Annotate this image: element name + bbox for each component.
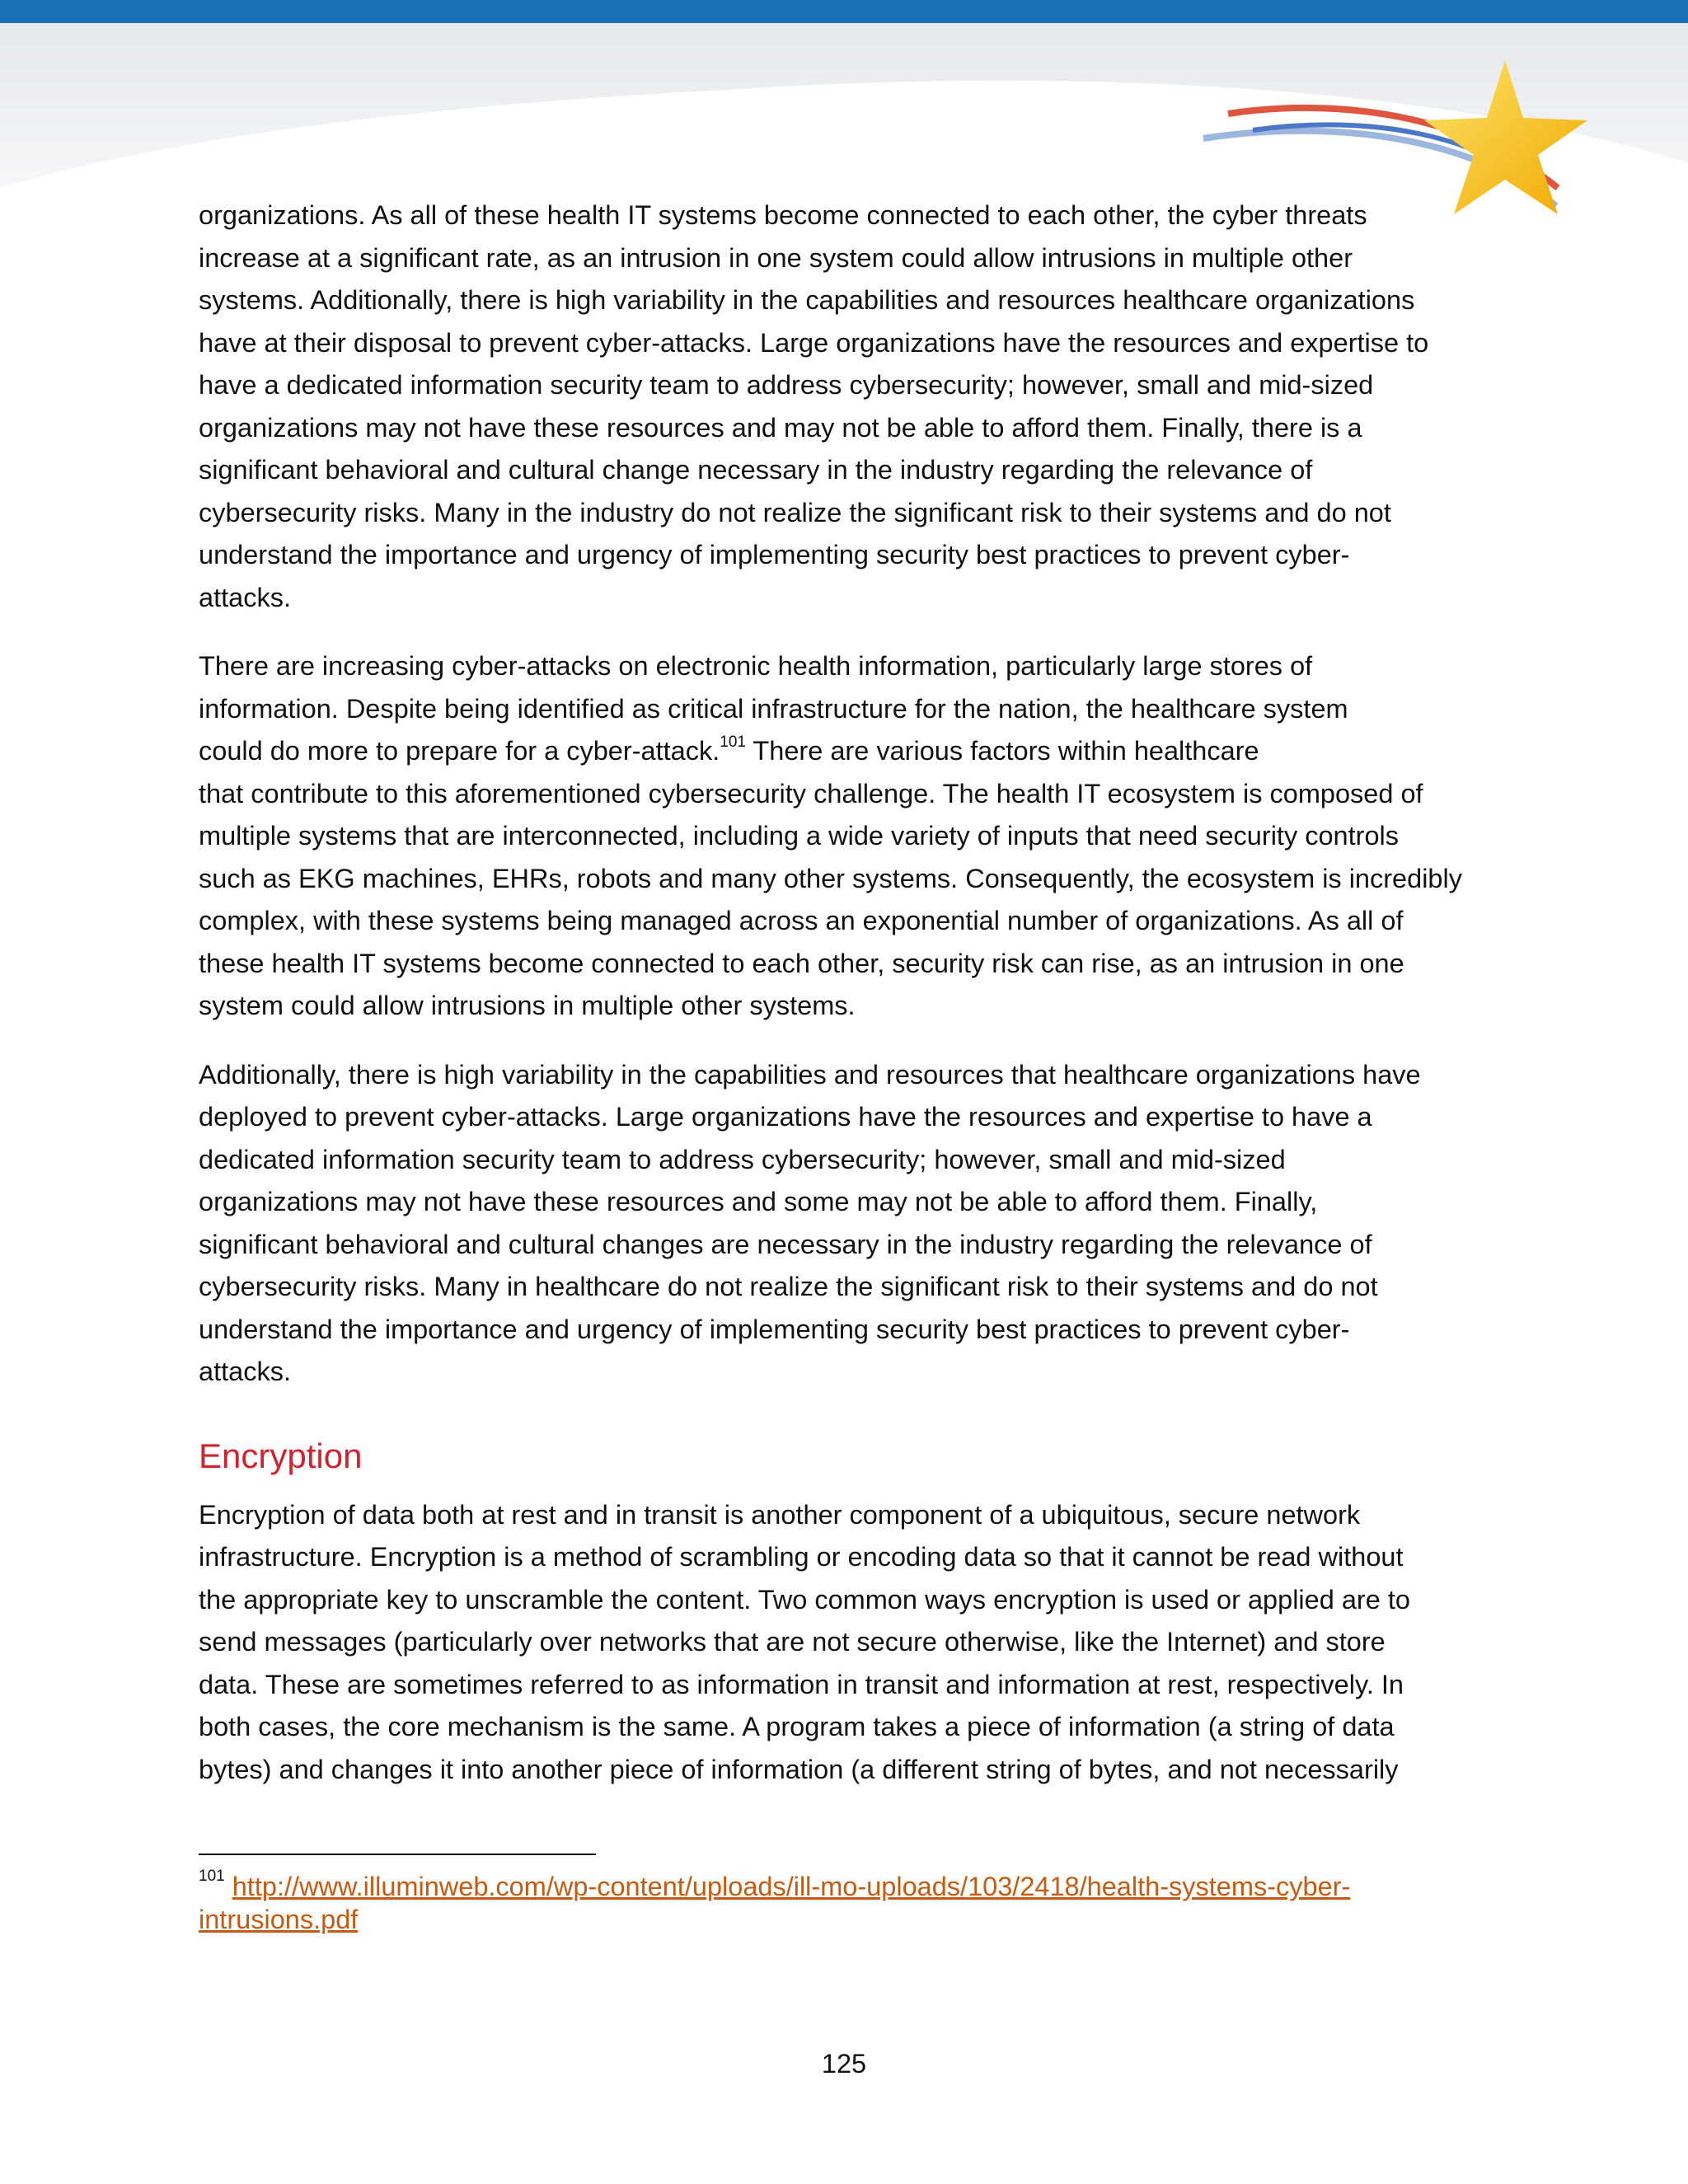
- text-line: bytes) and changes it into another piece of information (a different string of bytes, and not necessarily: [199, 1754, 1399, 1784]
- text-line: data. These are sometimes referred to as information in transit and information at rest, respectively. In: [199, 1669, 1404, 1699]
- footnote-number: 101: [199, 1868, 225, 1885]
- text-line: significant behavioral and cultural change necessary in the industry regarding the relevance of: [199, 455, 1313, 485]
- text-line: infrastructure. Encryption is a method of scrambling or encoding data so that it cannot be read without: [199, 1542, 1404, 1572]
- footnote-link-line2[interactable]: intrusions.pdf: [199, 1904, 359, 1934]
- text-line: the appropriate key to unscramble the content. Two common ways encryption is used or applied are to: [199, 1584, 1410, 1615]
- text-line: attacks.: [199, 1357, 291, 1386]
- text-line: send messages (particularly over networks that are not secure otherwise, like the Internet) and store: [199, 1627, 1386, 1657]
- text-segment: could do more to prepare for a cyber-attack.: [199, 736, 720, 766]
- text-line: these health IT systems become connected to each other, security risk can rise, as an intrusion in one: [199, 948, 1404, 978]
- section-heading-encryption: Encryption: [199, 1436, 363, 1475]
- text-line: There are increasing cyber-attacks on electronic health information, particularly large stores of: [199, 651, 1313, 681]
- text-line: attacks.: [199, 582, 291, 612]
- paragraph-encryption: [199, 1494, 1501, 1792]
- paragraph-3: [199, 1054, 1501, 1394]
- page-number: 125: [821, 2049, 867, 2079]
- text-line: understand the importance and urgency of implementing security best practices to prevent cyber-: [199, 1314, 1350, 1344]
- text-line: cybersecurity risks. Many in healthcare do not realize the significant risk to their systems and do not: [199, 1272, 1378, 1301]
- paragraph-1: [199, 194, 1501, 619]
- text-line: such as EKG machines, EHRs, robots and many other systems. Consequently, the ecosystem is incredibly: [199, 863, 1462, 893]
- text-line: deployed to prevent cyber-attacks. Large organizations have the resources and expertise to have a: [199, 1102, 1372, 1132]
- text-segment: There are various factors within healthcare: [745, 736, 1259, 766]
- text-line: Additionally, there is high variability in the capabilities and resources that healthcare organizations have: [199, 1059, 1421, 1090]
- text-line: organizations. As all of these health IT systems become connected to each other, the cyber threats: [199, 200, 1367, 230]
- text-line: system could allow intrusions in multiple other systems.: [199, 991, 856, 1020]
- text-line: understand the importance and urgency of implementing security best practices to prevent cyber-: [199, 540, 1350, 569]
- text-line: increase at a significant rate, as an intrusion in one system could allow intrusions in multiple other: [199, 242, 1353, 273]
- text-line: dedicated information security team to address cybersecurity; however, small and mid-sized: [199, 1144, 1286, 1174]
- text-line: complex, with these systems being managed across an exponential number of organizations. As all of: [199, 906, 1404, 935]
- text-line: systems. Additionally, there is high variability in the capabilities and resources healthcare organizations: [199, 285, 1415, 315]
- footnote-divider: [199, 1854, 596, 1855]
- text-line: organizations may not have these resources and some may not be able to afford them. Finally,: [199, 1187, 1318, 1216]
- text-line: cybersecurity risks. Many in the industry do not realize the significant risk to their systems and do not: [199, 497, 1391, 527]
- main-content: [199, 194, 1501, 1817]
- text-line: Encryption of data both at rest and in transit is another component of a ubiquitous, secure network: [199, 1499, 1361, 1530]
- text-line: have a dedicated information security team to address cybersecurity; however, small and mid-sized: [199, 370, 1374, 400]
- footnote-reference[interactable]: 101: [720, 733, 746, 752]
- text-line: significant behavioral and cultural changes are necessary in the industry regarding the relevance of: [199, 1229, 1372, 1259]
- paragraph-2: [199, 645, 1501, 1028]
- text-line: organizations may not have these resources and may not be able to afford them. Finally, there is a: [199, 412, 1362, 443]
- text-line: multiple systems that are interconnected, including a wide variety of inputs that need security controls: [199, 821, 1400, 851]
- text-line: that contribute to this aforementioned cybersecurity challenge. The health IT ecosystem is composed of: [199, 778, 1423, 808]
- text-line: information. Despite being identified as critical infrastructure for the nation, the healthcare system: [199, 693, 1348, 724]
- text-line: both cases, the core mechanism is the same. A program takes a piece of information (a string of data: [199, 1712, 1395, 1741]
- top-banner-bar: [0, 0, 1688, 23]
- footnote-link-line1[interactable]: http://www.illuminweb.com/wp-content/uploads/ill-mo-uploads/103/2418/health-systems-cyber-: [232, 1871, 1351, 1901]
- footnote: [199, 1865, 1517, 1936]
- text-line-with-footnote: [199, 730, 1501, 773]
- text-line: have at their disposal to prevent cyber-attacks. Large organizations have the resources and expertise to: [199, 327, 1429, 358]
